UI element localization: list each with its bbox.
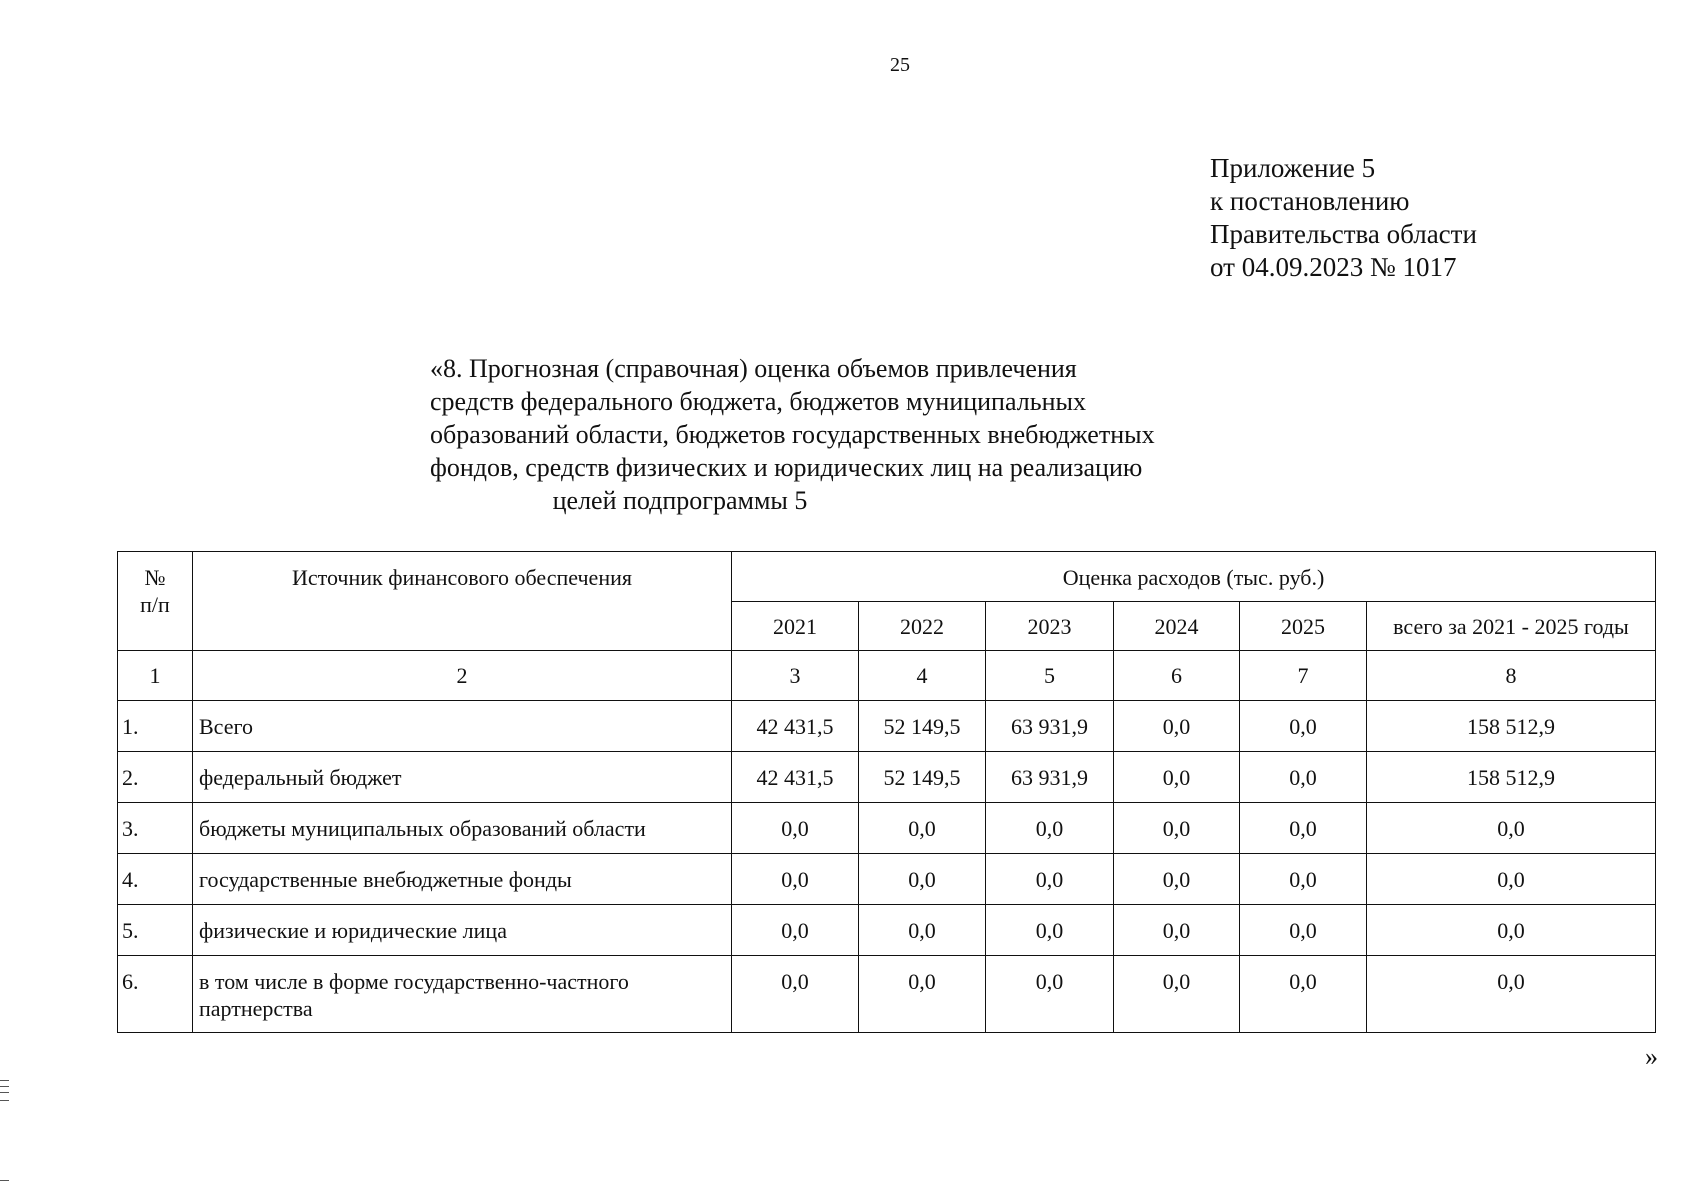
appendix-line: к постановлению bbox=[1210, 186, 1410, 216]
value-2024: 0,0 bbox=[1114, 701, 1240, 752]
column-number: 3 bbox=[732, 651, 859, 701]
value-2025: 0,0 bbox=[1240, 701, 1367, 752]
value-2021: 42 431,5 bbox=[732, 701, 859, 752]
value-2023: 0,0 bbox=[986, 803, 1114, 854]
value-2022: 52 149,5 bbox=[859, 701, 986, 752]
column-number: 5 bbox=[986, 651, 1114, 701]
closing-quote: » bbox=[1645, 1042, 1658, 1071]
row-source: бюджеты муниципальных образований области bbox=[193, 803, 732, 854]
appendix-line: Правительства области bbox=[1210, 219, 1477, 249]
row-number: 2. bbox=[118, 752, 193, 803]
column-number: 1 bbox=[118, 651, 193, 701]
document-title bbox=[430, 352, 1155, 517]
margin-mark bbox=[0, 1080, 9, 1081]
value-2023: 0,0 bbox=[986, 854, 1114, 905]
column-number: 8 bbox=[1367, 651, 1656, 701]
value-total: 0,0 bbox=[1367, 956, 1656, 1033]
title-line: средств федерального бюджета, бюджетов муниципальных bbox=[430, 387, 1086, 416]
header-number-sign: № bbox=[144, 565, 166, 590]
value-2021: 0,0 bbox=[732, 803, 859, 854]
value-2021: 0,0 bbox=[732, 854, 859, 905]
value-2025: 0,0 bbox=[1240, 803, 1367, 854]
page-number: 25 bbox=[890, 54, 910, 76]
value-2024: 0,0 bbox=[1114, 803, 1240, 854]
value-2024: 0,0 bbox=[1114, 956, 1240, 1033]
row-number: 3. bbox=[118, 803, 193, 854]
margin-mark bbox=[0, 1086, 9, 1087]
value-2021: 42 431,5 bbox=[732, 752, 859, 803]
header-year-2021: 2021 bbox=[732, 602, 859, 651]
appendix-line: Приложение 5 bbox=[1210, 153, 1376, 183]
appendix-block bbox=[1210, 152, 1477, 284]
header-number-abbr: п/п bbox=[140, 592, 170, 617]
title-line: целей подпрограммы 5 bbox=[552, 486, 808, 515]
value-2025: 0,0 bbox=[1240, 956, 1367, 1033]
header-year-2025: 2025 bbox=[1240, 602, 1367, 651]
table-row bbox=[118, 701, 1656, 752]
value-2023: 63 931,9 bbox=[986, 752, 1114, 803]
appendix-line: от 04.09.2023 № 1017 bbox=[1210, 252, 1457, 282]
row-source: физические и юридические лица bbox=[193, 905, 732, 956]
row-source-line: в том числе в форме государственно-частного bbox=[199, 969, 629, 994]
header-total: всего за 2021 - 2025 годы bbox=[1367, 602, 1656, 651]
header-year-2023: 2023 bbox=[986, 602, 1114, 651]
value-2024: 0,0 bbox=[1114, 854, 1240, 905]
margin-mark bbox=[0, 1100, 9, 1101]
table-row bbox=[118, 752, 1656, 803]
column-number: 7 bbox=[1240, 651, 1367, 701]
row-number: 5. bbox=[118, 905, 193, 956]
header-number bbox=[118, 552, 193, 651]
value-2023: 63 931,9 bbox=[986, 701, 1114, 752]
value-2022: 52 149,5 bbox=[859, 752, 986, 803]
header-year-2024: 2024 bbox=[1114, 602, 1240, 651]
table-row bbox=[118, 803, 1656, 854]
value-2023: 0,0 bbox=[986, 956, 1114, 1033]
row-source bbox=[193, 956, 732, 1033]
value-2024: 0,0 bbox=[1114, 752, 1240, 803]
margin-mark bbox=[0, 1180, 9, 1181]
value-2025: 0,0 bbox=[1240, 752, 1367, 803]
row-source: государственные внебюджетные фонды bbox=[193, 854, 732, 905]
row-source: Всего bbox=[193, 701, 732, 752]
header-estimate: Оценка расходов (тыс. руб.) bbox=[732, 552, 1656, 602]
header-year-2022: 2022 bbox=[859, 602, 986, 651]
value-total: 158 512,9 bbox=[1367, 752, 1656, 803]
value-2022: 0,0 bbox=[859, 905, 986, 956]
column-number-row bbox=[118, 651, 1656, 701]
value-total: 158 512,9 bbox=[1367, 701, 1656, 752]
title-line: фондов, средств физических и юридических лиц на реализацию bbox=[430, 453, 1143, 482]
table-row bbox=[118, 905, 1656, 956]
column-number: 4 bbox=[859, 651, 986, 701]
value-total: 0,0 bbox=[1367, 854, 1656, 905]
value-2023: 0,0 bbox=[986, 905, 1114, 956]
title-line: «8. Прогнозная (справочная) оценка объемов привлечения bbox=[430, 354, 1077, 383]
value-2024: 0,0 bbox=[1114, 905, 1240, 956]
value-2022: 0,0 bbox=[859, 803, 986, 854]
header-row bbox=[118, 552, 1656, 602]
table-row bbox=[118, 854, 1656, 905]
margin-mark bbox=[0, 1092, 9, 1093]
value-2022: 0,0 bbox=[859, 956, 986, 1033]
financing-table bbox=[117, 551, 1656, 1033]
value-2022: 0,0 bbox=[859, 854, 986, 905]
row-number: 6. bbox=[118, 956, 193, 1033]
header-source: Источник финансового обеспечения bbox=[193, 552, 732, 651]
row-number: 4. bbox=[118, 854, 193, 905]
value-2021: 0,0 bbox=[732, 905, 859, 956]
column-number: 6 bbox=[1114, 651, 1240, 701]
value-total: 0,0 bbox=[1367, 803, 1656, 854]
value-2025: 0,0 bbox=[1240, 905, 1367, 956]
value-2025: 0,0 bbox=[1240, 854, 1367, 905]
row-source-line: партнерства bbox=[199, 996, 313, 1021]
title-line: образований области, бюджетов государственных внебюджетных bbox=[430, 420, 1155, 449]
value-total: 0,0 bbox=[1367, 905, 1656, 956]
value-2021: 0,0 bbox=[732, 956, 859, 1033]
row-number: 1. bbox=[118, 701, 193, 752]
table-row bbox=[118, 956, 1656, 1033]
column-number: 2 bbox=[193, 651, 732, 701]
row-source: федеральный бюджет bbox=[193, 752, 732, 803]
